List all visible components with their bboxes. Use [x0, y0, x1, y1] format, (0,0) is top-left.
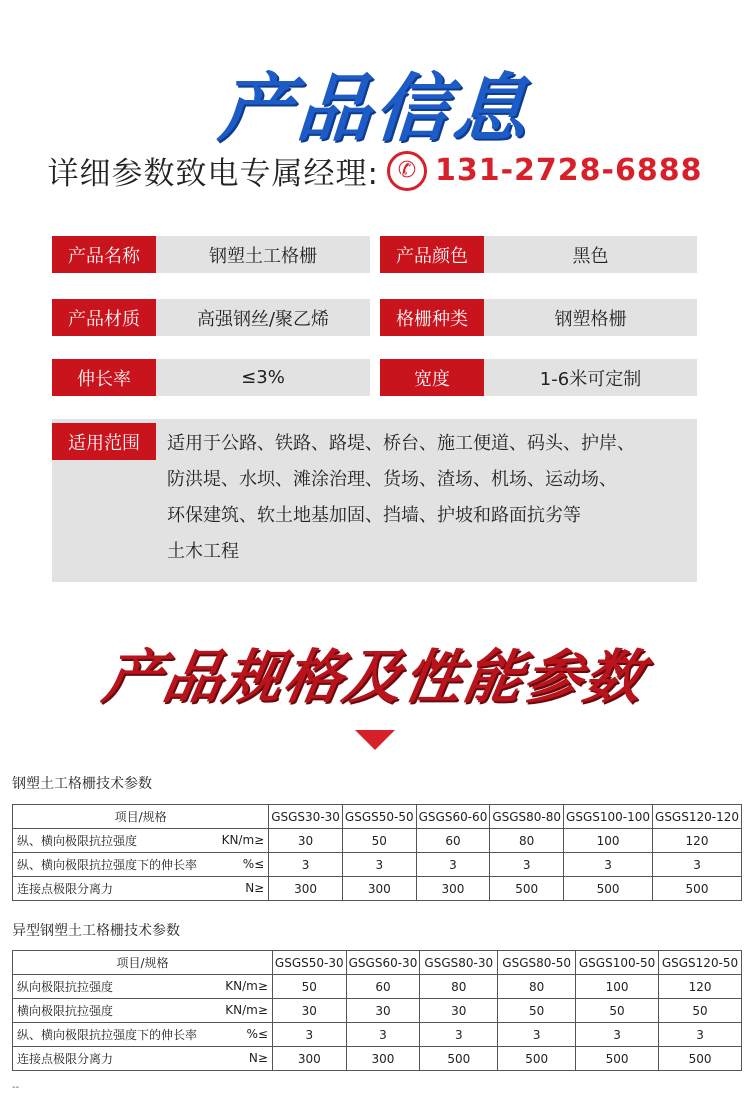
unit-text: %≤ [246, 1027, 268, 1041]
table-cell: 3 [269, 853, 343, 877]
info-row [52, 236, 697, 273]
table-cell: 100 [576, 975, 659, 999]
table-header-cell: GSGS80-80 [490, 805, 564, 829]
table-cell: 3 [272, 1023, 346, 1047]
table-cell: 100 [564, 829, 653, 853]
table-header-cell: GSGS50-30 [272, 951, 346, 975]
table-cell: 500 [659, 1047, 742, 1071]
table-cell: 30 [272, 999, 346, 1023]
table-cell: 500 [420, 1047, 498, 1071]
table-cell: 30 [269, 829, 343, 853]
item-text: 纵、横向极限抗拉强度下的伸长率 [17, 858, 198, 872]
spec-table-2 [12, 950, 742, 1071]
table-cell: 50 [576, 999, 659, 1023]
scope-line: 环保建筑、软土地基加固、挡墙、护坡和路面抗劣等 [167, 505, 581, 526]
arrow-down-icon [355, 730, 395, 750]
table-cell: 300 [346, 1047, 420, 1071]
info-value-name: 钢塑土工格栅 [156, 236, 370, 273]
spec-title: 产品规格及性能参数 [98, 643, 651, 711]
table-cell: 80 [490, 829, 564, 853]
phone-number[interactable]: 131-2728-6888 [434, 153, 703, 188]
table-header-cell: 项目/规格 [13, 805, 269, 829]
info-value-type: 钢塑格栅 [484, 299, 697, 336]
table-row [13, 1047, 742, 1071]
info-row [52, 299, 697, 336]
info-value-elongation: ≤3% [156, 359, 370, 396]
table-row-label [13, 877, 269, 901]
table-cell: 50 [498, 999, 576, 1023]
table-header-row [13, 805, 742, 829]
unit-text: %≤ [242, 857, 265, 871]
info-label-color: 产品颜色 [380, 236, 484, 273]
table-header-cell: GSGS120-50 [659, 951, 742, 975]
table-cell: 300 [342, 877, 416, 901]
table-header-cell: GSGS30-30 [269, 805, 343, 829]
table-row [13, 829, 742, 853]
scope-section [52, 419, 697, 582]
table-cell: 300 [269, 877, 343, 901]
table-cell: 300 [272, 1047, 346, 1071]
info-label-material: 产品材质 [52, 299, 156, 336]
table-cell: 60 [346, 975, 420, 999]
table-header-cell: GSGS120-120 [653, 805, 742, 829]
contact-line [0, 148, 750, 193]
table-cell: 500 [576, 1047, 659, 1071]
info-row [52, 359, 697, 396]
scope-line: 适用于公路、铁路、路堤、桥台、施工便道、码头、护岸、 [167, 433, 635, 454]
info-label-elongation: 伸长率 [52, 359, 156, 396]
table-row-label [13, 1023, 273, 1047]
table-header-cell: GSGS100-100 [564, 805, 653, 829]
table-header-cell: 项目/规格 [13, 951, 273, 975]
spec-table-1 [12, 804, 742, 901]
info-label-width: 宽度 [380, 359, 484, 396]
item-text: 纵、横向极限抗拉强度 [17, 834, 138, 848]
table-cell: 500 [490, 877, 564, 901]
table1-title: 钢塑土工格栅技术参数 [12, 776, 152, 792]
table-cell: 3 [346, 1023, 420, 1047]
footnote: -- [12, 1082, 20, 1093]
table-row [13, 1023, 742, 1047]
table-header-cell: GSGS80-50 [498, 951, 576, 975]
item-text: 横向极限抗拉强度 [17, 1004, 114, 1018]
table-cell: 50 [272, 975, 346, 999]
table-cell: 500 [498, 1047, 576, 1071]
table-cell: 3 [490, 853, 564, 877]
table-cell: 3 [653, 853, 742, 877]
scope-label: 适用范围 [52, 423, 156, 460]
info-label-type: 格栅种类 [380, 299, 484, 336]
table-row-label [13, 829, 269, 853]
item-text: 纵、横向极限抗拉强度下的伸长率 [17, 1028, 198, 1042]
table-header-cell: GSGS60-60 [416, 805, 490, 829]
unit-text: KN/m≥ [225, 979, 268, 993]
table-header-cell: GSGS100-50 [576, 951, 659, 975]
table-cell: 3 [342, 853, 416, 877]
table-cell: 80 [498, 975, 576, 999]
scope-line: 防洪堤、水坝、滩涂治理、货场、渣场、机场、运动场、 [167, 469, 617, 490]
item-text: 连接点极限分离力 [17, 1052, 114, 1066]
contact-label: 详细参数致电专属经理: [47, 156, 379, 192]
table-cell: 3 [498, 1023, 576, 1047]
info-value-material: 高强钢丝/聚乙烯 [156, 299, 370, 336]
table-cell: 3 [659, 1023, 742, 1047]
table-cell: 120 [653, 829, 742, 853]
table-header-cell: GSGS80-30 [420, 951, 498, 975]
table-row-label [13, 853, 269, 877]
table-cell: 80 [420, 975, 498, 999]
item-text: 纵向极限抗拉强度 [17, 980, 114, 994]
unit-text: N≥ [245, 881, 265, 895]
table-row [13, 877, 742, 901]
table-row-label [13, 999, 273, 1023]
table2-title: 异型钢塑土工格栅技术参数 [12, 923, 180, 939]
phone-icon: ✆ [387, 151, 427, 191]
unit-text: N≥ [248, 1051, 268, 1065]
table-cell: 300 [416, 877, 490, 901]
table-row [13, 853, 742, 877]
scope-line: 土木工程 [167, 541, 239, 562]
table-cell: 50 [659, 999, 742, 1023]
item-text: 连接点极限分离力 [17, 882, 114, 896]
table-cell: 500 [653, 877, 742, 901]
info-label-name: 产品名称 [52, 236, 156, 273]
table-header-cell: GSGS60-30 [346, 951, 420, 975]
table-header-cell: GSGS50-50 [342, 805, 416, 829]
table-cell: 3 [576, 1023, 659, 1047]
table-cell: 30 [346, 999, 420, 1023]
page-title: 产品信息 [215, 66, 534, 152]
unit-text: KN/m≥ [221, 833, 265, 847]
table-cell: 3 [564, 853, 653, 877]
unit-text: KN/m≥ [225, 1003, 268, 1017]
table-header-row [13, 951, 742, 975]
table-cell: 60 [416, 829, 490, 853]
table-cell: 50 [342, 829, 416, 853]
table-row [13, 975, 742, 999]
table-cell: 30 [420, 999, 498, 1023]
table-row-label [13, 975, 273, 999]
table-cell: 120 [659, 975, 742, 999]
table-row-label [13, 1047, 273, 1071]
table-cell: 3 [416, 853, 490, 877]
table-row [13, 999, 742, 1023]
info-value-color: 黑色 [484, 236, 697, 273]
info-value-width: 1-6米可定制 [484, 359, 697, 396]
table-cell: 500 [564, 877, 653, 901]
table-cell: 3 [420, 1023, 498, 1047]
